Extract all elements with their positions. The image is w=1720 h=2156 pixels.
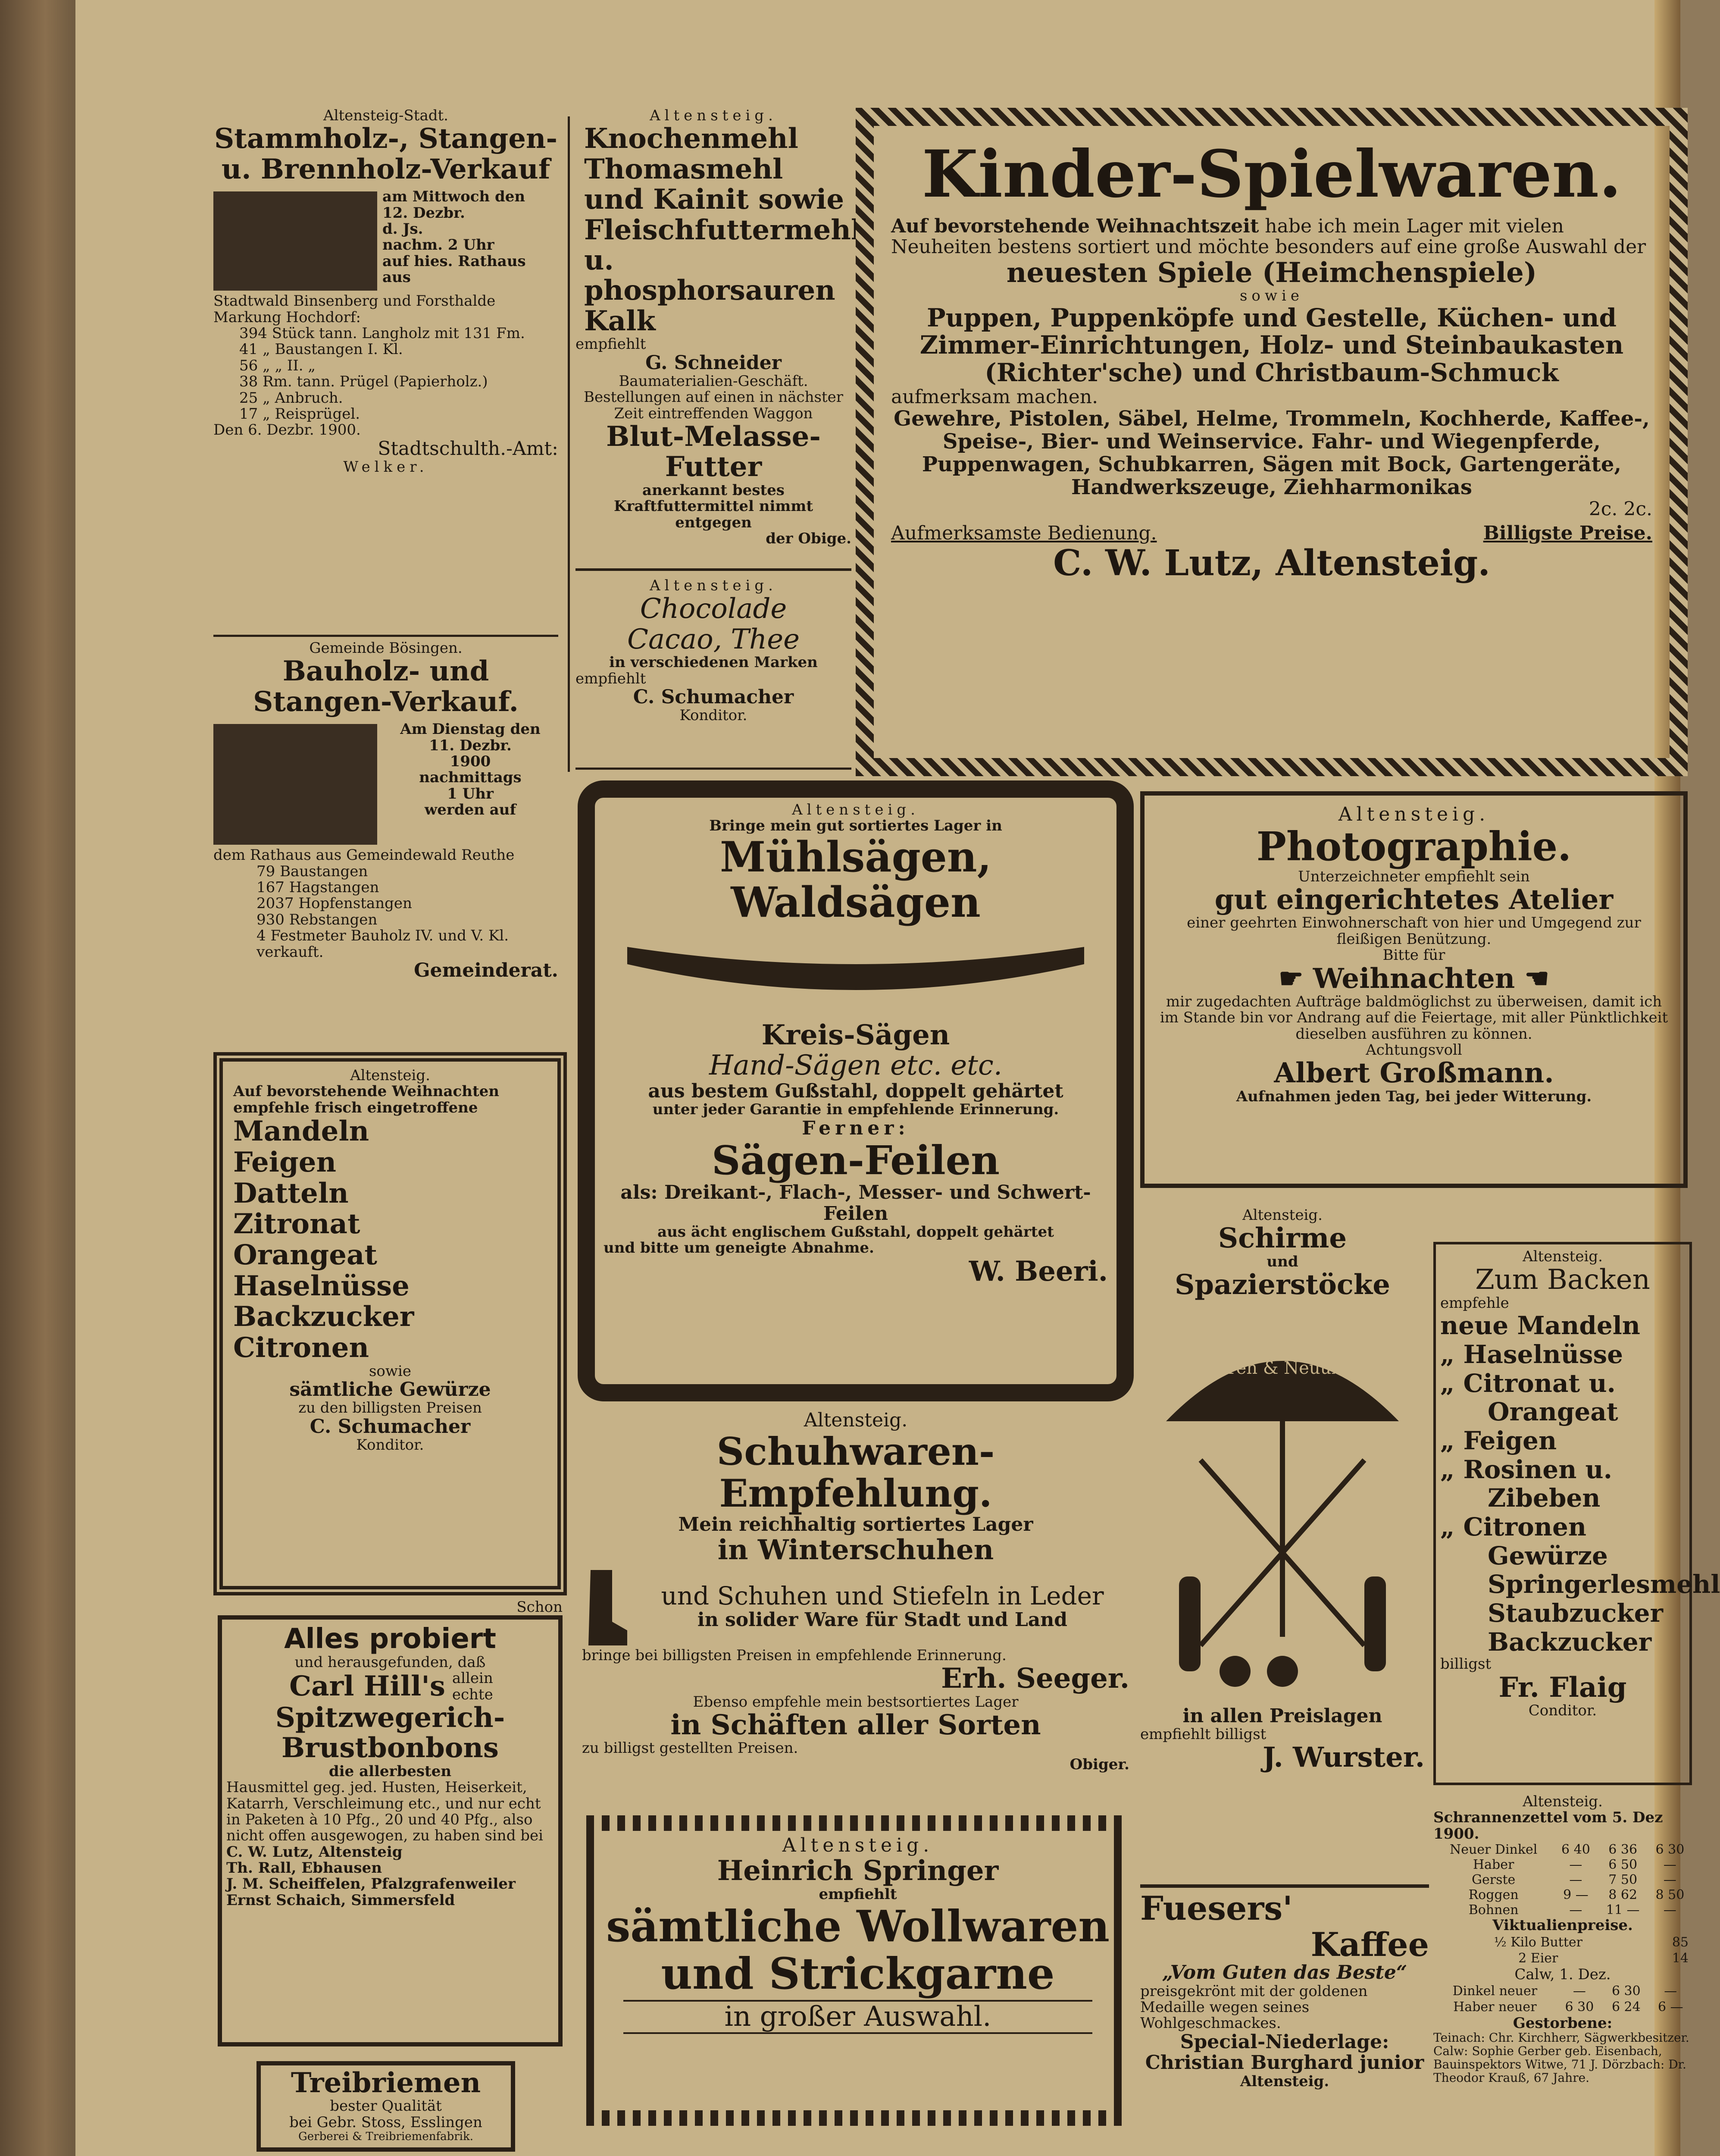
award: preisgekrönt mit der goldenen Medaille wegen seines Wohlgeschmackes. [1140,1982,1368,2032]
cell: Haber neuer [1453,1999,1537,2015]
ask: und bitte um geneigte Abnahme. [604,1239,874,1257]
side-line: d. Js. [382,220,423,238]
saw-illustration [619,930,1093,1016]
ad-sign: Obiger. [1070,1755,1129,1773]
ad-signature: Stadtschulth.-Amt: [378,437,558,460]
goods: Gewehre, Pistolen, Säbel, Helme, Trommeln, Kochherde, Kaffee-, Speise-, Bier- und Weinservice. Fahr- und Wiegenpferde, Puppenwagen, Schubkarren, Sägen mit Bock, Gartengeräte, Handwerkszeuge, Ziehharmonikas [894,407,1650,499]
cell: Roggen [1468,1887,1519,1903]
item: Orangeat [233,1238,377,1271]
line: Kaffee [1310,1925,1429,1964]
woodcut-illustration [213,191,377,291]
ad-title: Mühlsägen, Waldsägen [720,832,991,927]
intro-line: und herausgefunden, daß [294,1653,486,1671]
best-line: die allerbesten [328,1762,452,1780]
item: „ Feigen [1440,1426,1557,1455]
victuals-table [1433,1934,1692,1967]
item: 394 Stück tann. Langholz mit 131 Fm. [239,324,525,342]
ad-name: J. Wurster. [1263,1741,1425,1774]
line: und [1267,1253,1298,1270]
line: in großer Auswahl. [623,2000,1092,2034]
item: Staubzucker [1488,1598,1664,1628]
item: Zibeben [1488,1483,1601,1513]
ad-name: Heinrich Springer [717,1855,999,1887]
ad-title: Schuhwaren-Empfehlung. [716,1429,995,1516]
ad-place: Altensteig. [650,577,777,594]
lager: Mein reichhaltig sortiertes Lager [678,1513,1033,1536]
table-row [1433,1842,1692,1857]
line: Schirme [1218,1222,1347,1255]
ad-title: Bauholz- und Stangen-Verkauf. [253,655,519,718]
ad-name: Albert Großmann. [1274,1057,1554,1090]
side-line: 1 Uhr [447,785,494,802]
ad-sub: bester Qualität [330,2097,442,2115]
vict-title: Viktualienpreise. [1492,1917,1633,1934]
cell: 6 — [1657,1999,1683,2015]
item: Gewürze [1488,1541,1608,1570]
cell: — [1663,1902,1676,1918]
ad-signature: Gemeinderat. [414,959,558,981]
cell: Dinkel neuer [1452,1983,1538,1999]
rec: empfiehlt [575,335,646,353]
table-row [1434,1935,1691,1950]
intro: Bringe mein gut sortiertes Lager in [709,817,1002,835]
ad-name: Fr. Flaig [1498,1671,1627,1704]
line: Chocolade [640,593,787,625]
motto: „Vom Guten das Beste“ [1162,1962,1407,1984]
photography-ad [1140,791,1688,1188]
ad-place: Altensteig. [1242,1206,1323,1224]
christmas [1157,964,1670,994]
side-line: nachm. 2 Uhr [382,236,494,254]
cell: 6 50 [1608,1857,1638,1873]
cell: 9 — [1563,1887,1589,1903]
item: Zitronat [233,1208,360,1241]
side-line: Am Dienstag den [400,721,541,738]
ad-sign: der Obige. [766,530,851,548]
service: Aufmerksamste Bedienung. [891,522,1157,544]
side-line: 11. Dezbr. [429,736,512,754]
cell: — [1573,1983,1586,1999]
item: 167 Hagstangen [256,878,379,896]
seller: Th. Rall, Ebhausen [226,1859,382,1877]
item: „ Citronen [1440,1512,1587,1542]
item: 41 „ Baustangen I. Kl. [239,341,403,358]
cell: 6 30 [1565,1999,1594,2015]
item: 79 Baustangen [256,862,368,880]
report-title: Schrannenzettel vom 5. Dez 1900. [1433,1809,1663,1843]
ad-name: W. Beeri. [969,1255,1108,1288]
line: in verschiedenen Marken [609,654,818,671]
product: Spitzwegerich- [275,1701,505,1734]
english: aus ächt englischem Gußstahl, doppelt gehärtet [657,1223,1054,1241]
cell: 14 [1672,1950,1689,1966]
table-row [1433,1857,1692,1872]
umbrella-ad [1140,1207,1425,1880]
item: Orangeat [1488,1397,1618,1427]
steel: aus bestem Gußstahl, doppelt gehärtet [648,1080,1063,1102]
spices: sämtliche Gewürze [289,1378,491,1401]
table-row [1433,1872,1692,1887]
cell: ½ Kilo Butter [1494,1934,1582,1950]
ad-place: Altensteig. [1240,2072,1329,2090]
grain-prices-table [1433,1842,1692,1918]
coffee-ad [1140,1884,1429,2156]
item: „ Rosinen u. [1440,1454,1612,1484]
column-divider [568,116,570,772]
ad-role: Konditor. [679,707,747,724]
top-word: Schon [516,1598,563,1616]
line: sämtliche Wollwaren [606,1901,1110,1952]
table-row [1434,1984,1691,1999]
cell: — [1569,1857,1582,1873]
winter: in Winterschuhen [717,1534,994,1567]
cell: 11 — [1606,1902,1640,1918]
intro-line: empfehle frisch eingetroffene [233,1099,478,1116]
wool-ad [586,1815,1129,2126]
days: Aufnahmen jeden Tag, bei jeder Witterung. [1236,1087,1592,1105]
product: Brustbonbons [281,1732,499,1764]
cell: 2 Eier [1518,1950,1558,1966]
orders: mir zugedachten Aufträge baldmöglichst zu überweisen, damit ich im Stande bin vor Andrang auf die Feiertage, mit aller Pünktlichkeit dieselben ausführen zu können. [1160,993,1668,1043]
toys-ad [856,108,1688,776]
divider [213,635,558,637]
solid: in solider Ware für Stadt und Land [697,1609,1068,1631]
cell: — [1569,1902,1582,1918]
attention: aufmerksam machen. [891,385,1098,408]
timber-sale-ad-boesingen [213,640,558,1050]
ad-place: Altensteig. [650,107,777,124]
brand: Carl Hill's [289,1670,445,1703]
item: Datteln [233,1177,349,1210]
ad-title: Photographie. [1256,823,1572,870]
ad-name: Christian Burghard junior [1145,2052,1424,2074]
bring: bringe bei billigsten Preisen in empfehlende Erinnerung. [582,1646,1007,1664]
also: Ebenso empfehle mein bestsortiertes Lager [693,1693,1019,1711]
cell: Haber [1473,1857,1514,1873]
shafts: in Schäften aller Sorten [670,1708,1041,1741]
ad-name: G. Schneider [645,351,782,374]
item: 25 „ Anbruch. [239,389,343,407]
table-row [1433,1902,1692,1918]
cell: 6 40 [1561,1842,1590,1858]
report-place: Altensteig. [1523,1793,1603,1810]
praise: anerkannt bestes Kraftfuttermittel nimmt entgegen [613,481,813,531]
guarantee: unter jeder Garantie in empfehlende Erinnerung. [652,1101,1059,1119]
side-line: 1900 [450,752,491,770]
ad-place: Altensteig-Stadt. [323,107,448,124]
sowie: sowie [1239,287,1304,305]
ad-title: Stammholz-, Stangen- u. Brennholz-Verkauf [214,122,558,185]
bitte: Bitte für [1382,946,1445,964]
lead-bold: Auf bevorstehende Weihnachtszeit [891,215,1259,237]
line: Cacao, Thee [627,623,800,655]
atelier: gut eingerichtetes Atelier [1214,883,1614,916]
christmas-word: Weihnachten [1313,962,1515,995]
cheap-prices: Billigste Preise. [1483,522,1652,544]
sowie: sowie [369,1362,411,1380]
saws-ad [578,780,1134,1401]
calw-table [1433,1983,1692,2015]
ad-name: C. Schumacher [310,1415,471,1438]
newspaper-page [75,0,1720,2156]
cell: — [1663,1857,1676,1873]
cell: 6 36 [1608,1842,1638,1858]
woodcut-illustration [213,724,377,845]
divider [575,768,851,770]
cell: — [1664,1983,1677,1999]
cell: Bohnen [1468,1902,1519,1918]
billigst: billigst [1440,1655,1492,1673]
cell: 6 24 [1611,1999,1641,2015]
rec: empfiehlt [575,670,646,687]
ad-line: bei Gebr. Stoss, Esslingen [289,2113,482,2131]
ad-place: Gemeinde Bösingen. [309,639,463,657]
cell: 6 30 [1655,1842,1685,1858]
cell: 7 50 [1608,1872,1638,1888]
shoes-ad [578,1410,1134,1815]
prices: zu den billigsten Preisen [298,1399,482,1417]
ad-role: Conditor. [1528,1702,1597,1720]
line: Spazierstöcke [1175,1269,1390,1301]
brand-note: allein echte [452,1670,493,1703]
ad-place: Altensteig. [782,1834,934,1856]
intro-line: Auf bevorstehende Weihnachten [233,1083,500,1100]
pointing-hand-icon: ☛ [1279,962,1313,995]
rec: empfiehlt billigst [1140,1725,1267,1743]
item: neue Mandeln [1440,1311,1640,1341]
cell: 8 50 [1655,1887,1685,1903]
etc: 2c. 2c. [1589,498,1652,520]
deaths: Teinach: Chr. Kirchherr, Sägwerkbesitzer. Calw: Sophie Gerber geb. Eisenbach, Bauinspektors Witwe, 71 J. Dörzbach: Dr. Theodor Krauß, 67 Jahre. [1433,2031,1689,2085]
line: Fuesers' [1140,1889,1293,1927]
item: 2037 Hopfenstangen [256,895,412,912]
umbrella-canopy-text: Reparaturen & Neuüberziehen [1147,1358,1418,1378]
ad-name: Welker. [343,458,428,476]
public: einer geehrten Einwohnerschaft von hier und Umgegend zur fleißigen Benützung. [1187,914,1641,948]
ad-title: Zum Backen [1475,1264,1650,1296]
baking-ad [1433,1242,1720,1785]
side-line: nachmittags [419,769,522,787]
calw-title: Calw, 1. Dez. [1514,1965,1611,1983]
ad-name: C. W. Lutz, Altensteig. [1053,542,1490,584]
lead-rest: habe ich mein Lager mit vielen Neuheiten bestens sortiert und möchte besonders auf eine große Auswahl der [891,215,1646,258]
pointing-hand-icon: ☚ [1515,962,1549,995]
item: Feigen [233,1146,336,1178]
item: 38 Rm. tann. Prügel (Papierholz.) [239,373,488,391]
ad-name: C. Schumacher [633,686,794,708]
cell: Neuer Dinkel [1449,1842,1538,1858]
ad-role: Konditor. [356,1436,424,1454]
line: und Strickgarne [661,1948,1055,1999]
dolls: Puppen, Puppenköpfe und Gestelle, Küchen- und Zimmer-Einrichtungen, Holz- und Steinbaukasten (Richter'sche) und Christbaum-Schmuck [919,303,1624,388]
table-row [1434,1999,1691,2015]
christmas-sweets-ad [213,1052,567,1595]
seller: C. W. Lutz, Altensteig [226,1843,403,1861]
table-row [1433,1887,1692,1902]
ad-place: Altensteig. [1338,803,1490,825]
boot-icon [582,1566,629,1648]
item: 17 „ Reisprügel. [239,405,360,423]
item: 4 Festmeter Bauholz IV. und V. Kl. verkauft. [256,927,509,961]
ad-body: Stadtwald Binsenberg und Forsthalde Markung Hochdorf: [213,292,496,326]
side-line: werden auf [424,801,516,819]
timber-sale-ad-altensteig [213,108,558,630]
games: neuesten Spiele (Heimchenspiele) [1006,256,1537,289]
item: Springerlesmehl [1488,1570,1720,1599]
table-row [1434,1951,1691,1966]
product: phosphorsauren Kalk [584,274,835,337]
market-report [1433,1794,1692,2156]
seller: Ernst Schaich, Simmersfeld [226,1891,455,1909]
cell: 8 62 [1608,1887,1638,1903]
side-line: am Mittwoch den [382,188,525,206]
side-line: auf hies. Rathaus aus [382,252,526,286]
ad-body: dem Rathaus aus Gemeindewald Reuthe [213,846,515,864]
belting-ad [256,2061,515,2152]
rec: empfehle [1440,1294,1509,1312]
book-binding [0,0,75,2156]
item: „ Citronat u. [1440,1368,1616,1398]
product: Knochenmehl [584,122,798,155]
chocolate-ad [575,578,851,759]
kreis-saws: Kreis-Sägen [761,1018,950,1051]
ad-role: Baumaterialien-Geschäft. [619,372,808,390]
ad-place: Altensteig. [1523,1248,1603,1265]
ferner: Ferner: [802,1117,910,1139]
ad-small: Gerberei & Treibriemenfabrik. [298,2130,473,2143]
product: Thomasmehl [584,153,783,185]
item: 56 „ „ II. „ [239,357,316,374]
cell: — [1663,1872,1676,1888]
rec: empfiehlt [819,1885,897,1903]
ad-title: Alles probiert [284,1623,496,1655]
divider [575,568,851,571]
cell: 85 [1672,1934,1689,1950]
cell: — [1569,1872,1582,1888]
ad-body: Hausmittel geg. jed. Husten, Heiserkeit, Katarrh, Verschleimung etc., und nur echt in Paketen à 10 Pfg., 20 und 40 Pfg., also nicht offen ausgewogen, zu haben sind bei [226,1779,544,1845]
leather: und Schuhen und Stiefeln in Leder [661,1581,1104,1611]
cheap: zu billigst gestellten Preisen. [582,1739,798,1757]
item: Haselnüsse [233,1269,410,1302]
file-types: als: Dreikant-, Flach-, Messer- und Schwert-Feilen [620,1181,1091,1225]
hand-saws: Hand-Sägen etc. etc. [709,1050,1003,1082]
respectfully: Achtungsvoll [1366,1041,1462,1059]
ad-place: Altensteig. [792,801,919,818]
ad-date: Den 6. Dezbr. 1900. [213,421,361,439]
product: Fleischfuttermehl u. [584,213,862,276]
cell: 6 30 [1611,1983,1641,1999]
item: Citronen [233,1331,369,1364]
ad-title: Treibriemen [291,2067,481,2099]
cough-drops-ad [213,1598,567,2055]
item: Mandeln [233,1115,369,1148]
ad-place: Altensteig. [350,1067,430,1084]
special: Special-Niederlage: [1180,2031,1389,2053]
ad-title: Kinder-Spielwaren. [922,136,1622,212]
product: und Kainit sowie [584,183,844,216]
ad-name: Erh. Seeger. [941,1662,1129,1695]
deaths-title: Gestorbene: [1513,2014,1613,2032]
intro: Unterzeichneter empfiehlt sein [1298,868,1530,885]
umbrella-illustration [1149,1309,1416,1697]
item: Backzucker [1488,1627,1652,1657]
item: „ Haselnüsse [1440,1339,1623,1369]
item: Backzucker [233,1300,414,1333]
files: Sägen-Feilen [711,1137,1000,1184]
orders: Bestellungen auf einen in nächster Zeit eintreffenden Waggon [584,389,843,422]
side-line: 12. Dezbr. [382,204,465,222]
fertilizer-ad [575,107,862,565]
cell: Gerste [1472,1872,1516,1888]
product-special: Blut-Melasse-Futter [606,420,821,483]
item: 930 Rebstangen [256,911,378,928]
ad-place: Altensteig. [804,1409,908,1431]
seller: J. M. Scheiffelen, Pfalzgrafenweiler [226,1875,516,1893]
prices: in allen Preislagen [1182,1705,1382,1727]
